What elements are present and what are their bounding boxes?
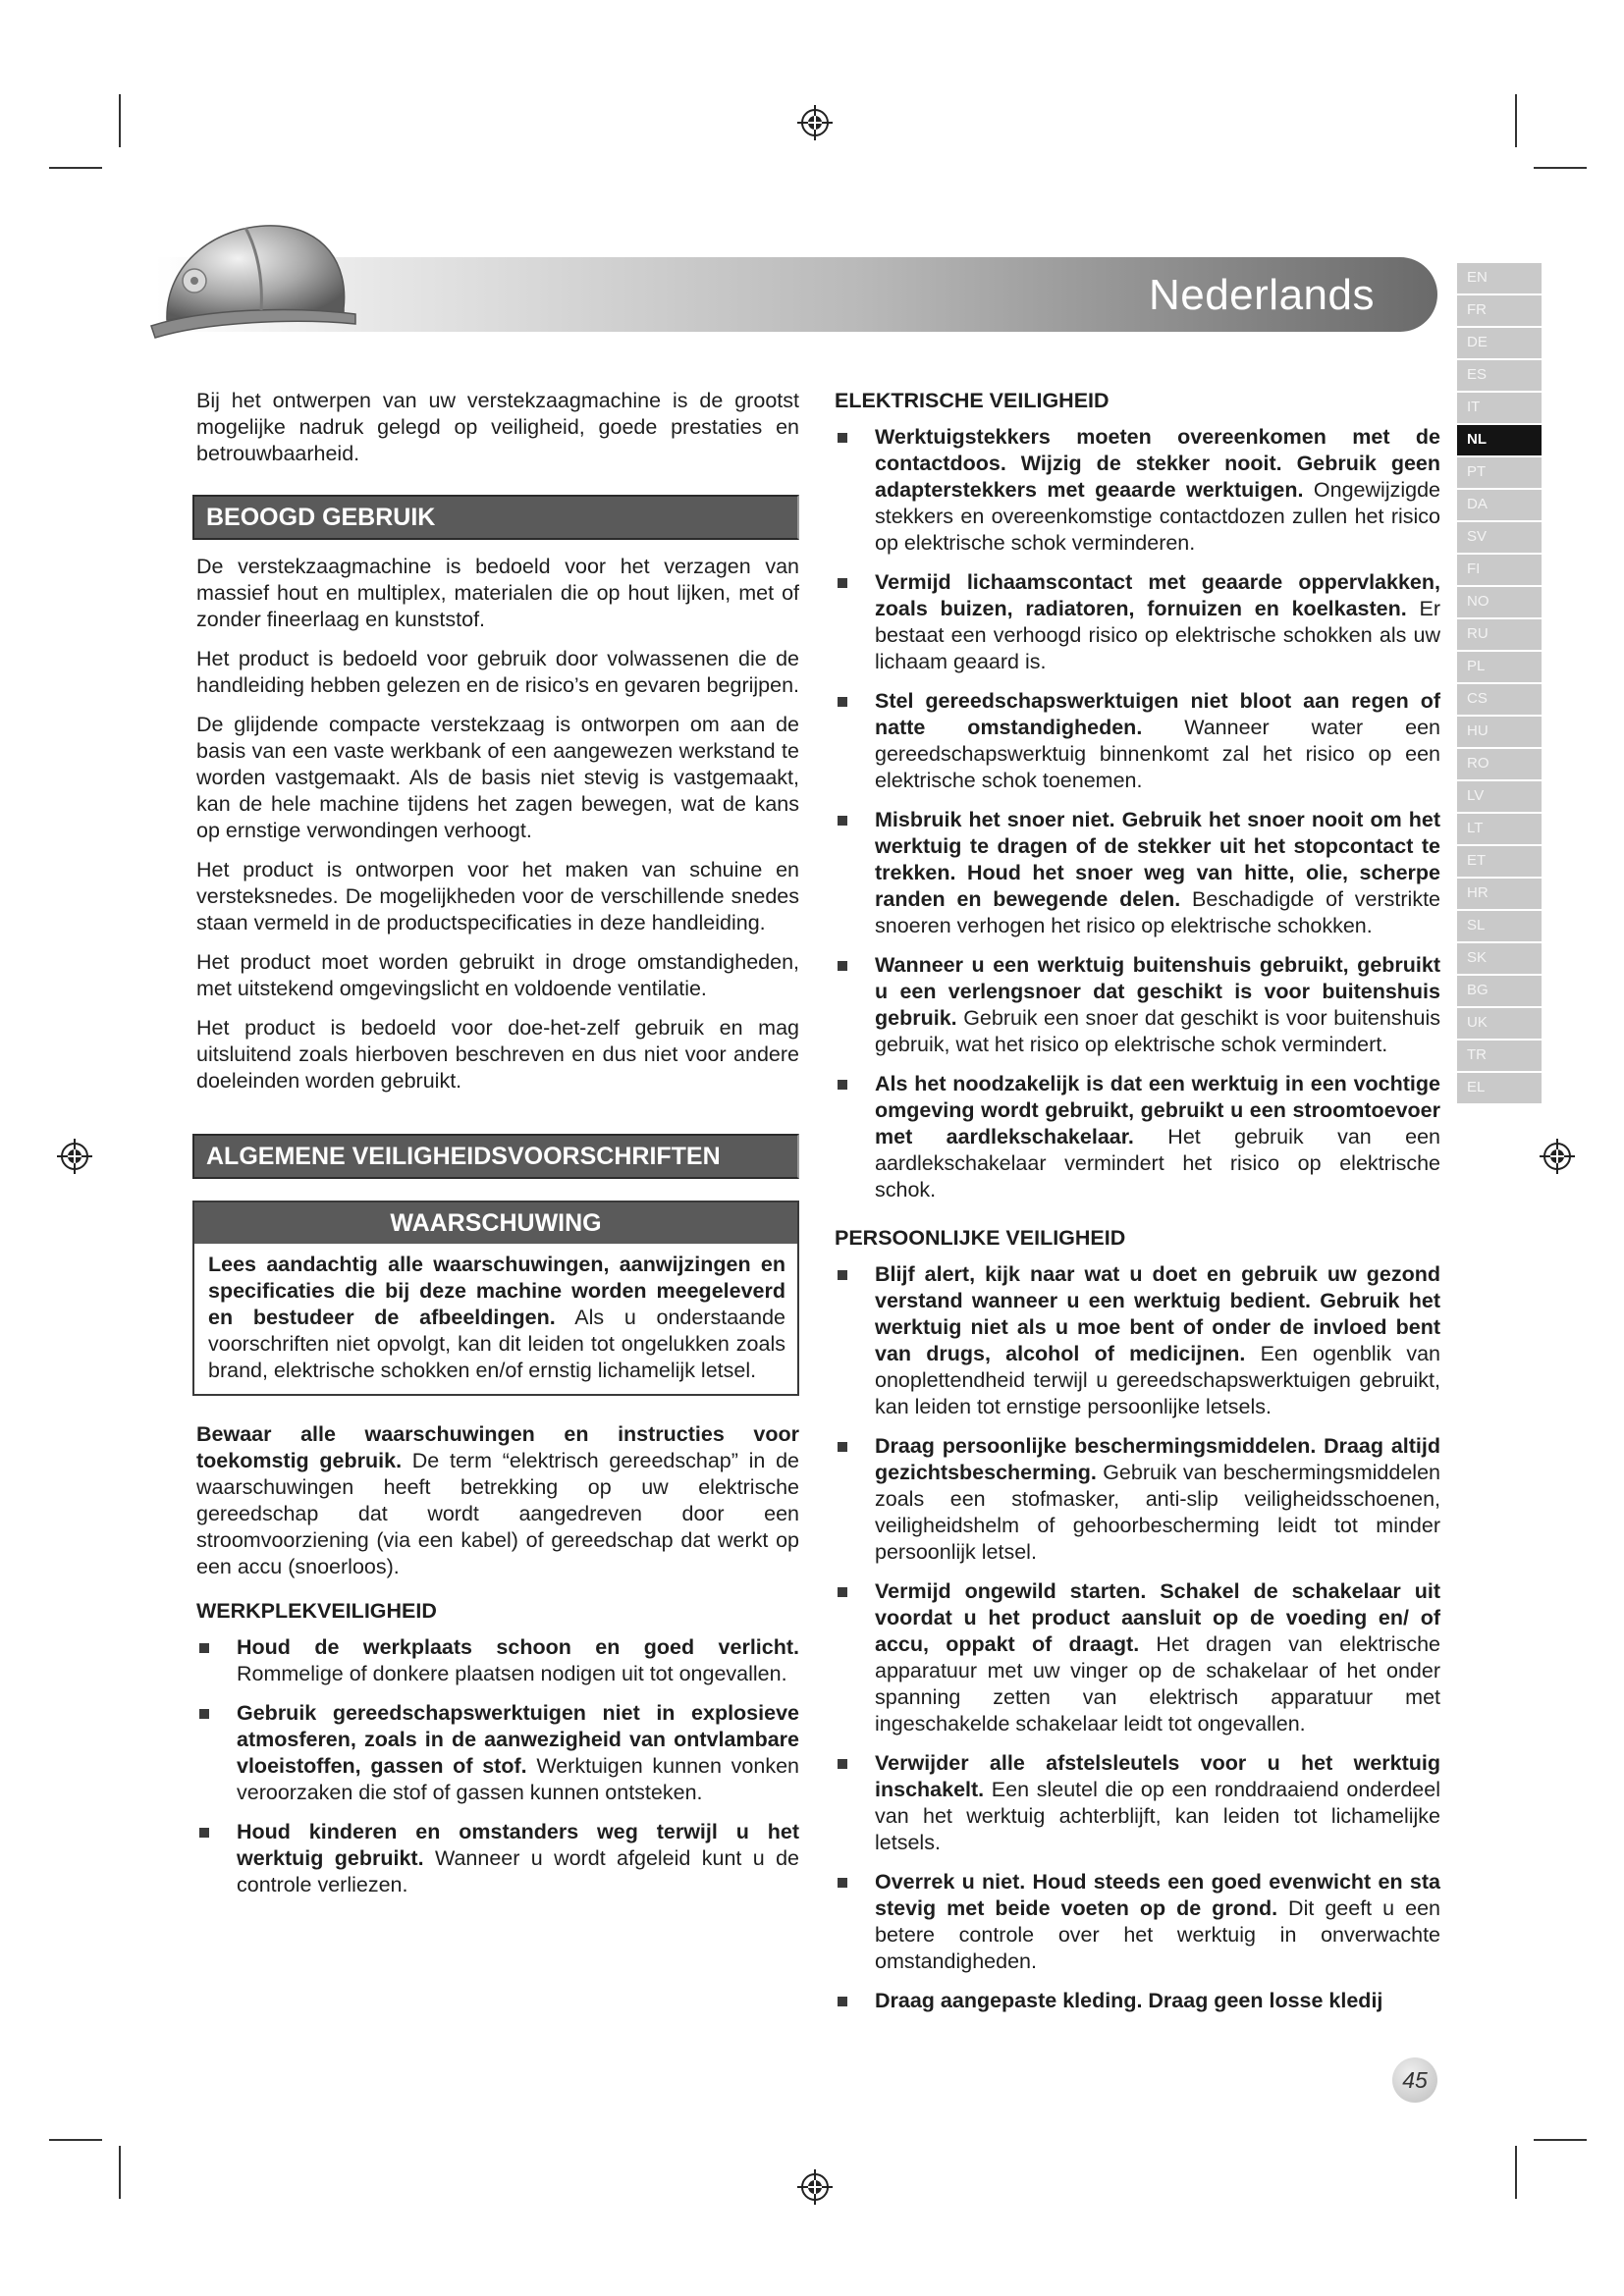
language-tab-pl[interactable]: PL [1457, 652, 1542, 682]
electrical-list [835, 424, 1440, 1203]
list-item [835, 1869, 1440, 1975]
language-tab-ro[interactable]: RO [1457, 749, 1542, 779]
list-item [835, 688, 1440, 794]
keep-text: De term “elektrisch gereedschap” in de waarschuwingen heeft betrekking op uw elektrische gereedschap dat wordt aangedreven door een stroomvoorziening (via een kabel) of gereedschap dat werkt op een accu (snoerloos). [196, 1449, 799, 1578]
paragraph: De glijdende compacte verstekzaag is ontworpen om aan de basis van een vaste werkbank of een aangewezen werkstand te worden vastgemaakt. Als de basis niet stevig is vastgemaakt, kan de hele machine tijdens het zagen bewegen, wat de kans op ernstige verwondingen verhoogt. [196, 713, 799, 842]
crop-mark-bottom-left [119, 2146, 121, 2199]
language-tab-it[interactable]: IT [1457, 393, 1542, 423]
language-tab-tr[interactable]: TR [1457, 1041, 1542, 1071]
language-tab-nl[interactable]: NL [1457, 425, 1542, 455]
registration-mark-icon [55, 1137, 94, 1176]
registration-mark-icon [795, 103, 835, 142]
list-item [196, 1634, 799, 1687]
warning-text: Als u onderstaande voorschriften niet opvolgt, kan dit leiden tot ongelukken zoals brand, elektrische schokken en/of ernstig lichamelijk letsel. [208, 1306, 785, 1382]
language-tab-fi[interactable]: FI [1457, 555, 1542, 585]
list-item-text: Werktuigen kunnen vonken veroorzaken die stof of gassen kunnen ontsteken. [237, 1754, 799, 1804]
list-item [835, 1071, 1440, 1203]
page-title: Nederlands [1148, 271, 1375, 319]
language-tab-fr[interactable]: FR [1457, 295, 1542, 326]
list-item-text: Rommelige of donkere plaatsen nodigen uit tot ongevallen. [237, 1662, 787, 1685]
list-item-bold: Verwijder alle afstelsleutels voor u het werktuig inschakelt. [875, 1751, 1440, 1801]
general-safety-heading: ALGEMENE VEILIGHEIDSVOORSCHRIFTEN [192, 1134, 799, 1179]
list-item-bold: Overrek u niet. Houd steeds een goed evenwicht en sta stevig met beide voeten op de grond. [875, 1870, 1440, 1920]
intro-paragraph: Bij het ontwerpen van uw verstekzaagmachine is de grootst mogelijke nadruk gelegd op veiligheid, goede prestaties en betrouwbaarheid. [196, 389, 799, 465]
keep-instructions-paragraph [196, 1421, 799, 1580]
list-item [835, 1433, 1440, 1566]
warning-bold-text: Lees aandachtig alle waarschuwingen, aanwijzingen en specificaties die bij deze machine worden meegeleverd en bestudeer de afbeeldingen. [208, 1253, 785, 1329]
list-item-bold: Werktuigstekkers moeten overeenkomen met de contactdoos. Wijzig de stekker nooit. Gebruik geen adapterstekkers met geaarde werktuigen. [875, 425, 1440, 502]
page-number: 45 [1392, 2057, 1437, 2103]
language-tab-sv[interactable]: SV [1457, 522, 1542, 553]
electrical-heading: ELEKTRISCHE VEILIGHEID [835, 389, 1110, 412]
language-tab-lv[interactable]: LV [1457, 781, 1542, 812]
warning-body [194, 1244, 797, 1394]
list-item-text: Het gebruik van een aardlekschakelaar vermindert het risico op elektrische schok. [875, 1125, 1440, 1201]
language-tab-hr[interactable]: HR [1457, 879, 1542, 909]
list-item-text: Wanneer u wordt afgeleid kunt u de controle verliezen. [237, 1846, 800, 1896]
language-tab-sk[interactable]: SK [1457, 943, 1542, 974]
language-tab-ru[interactable]: RU [1457, 619, 1542, 650]
language-tab-pt[interactable]: PT [1457, 457, 1542, 488]
language-tabs [1457, 263, 1542, 1105]
list-item-bold: Houd de werkplaats schoon en goed verlicht. [237, 1635, 799, 1659]
language-tab-uk[interactable]: UK [1457, 1008, 1542, 1039]
list-item-bold: Vermijd lichaamscontact met geaarde oppervlakken, zoals buizen, radiatoren, fornuizen en koelkasten. [875, 570, 1440, 620]
list-item-bold: Als het noodzakelijk is dat een werktuig in een vochtige omgeving wordt gebruikt, gebruikt u een stroomtoevoer met aardlekschakelaar. [875, 1072, 1440, 1148]
crop-mark-top-right [1515, 94, 1517, 147]
registration-mark-icon [1538, 1137, 1577, 1176]
list-item [835, 952, 1440, 1058]
crop-mark-bottom-left-h [49, 2139, 102, 2141]
list-item-bold: Vermijd ongewild starten. Schakel de schakelaar uit voordat u het product aansluit op de voeding en/ of accu, oppakt of draagt. [875, 1579, 1440, 1656]
crop-mark-top-right-h [1534, 167, 1587, 169]
warning-title: WAARSCHUWING [194, 1202, 797, 1244]
list-item-text: Wanneer water een gereedschapswerktuig binnenkomt zal het risico op een elektrische schok toenemen. [875, 716, 1440, 792]
crop-mark-bottom-right [1515, 2146, 1517, 2199]
paragraph: De verstekzaagmachine is bedoeld voor het verzagen van massief hout en multiplex, materialen die op hout lijken, met of zonder fineerlaag en kunststof. [196, 555, 799, 631]
list-item [196, 1819, 799, 1898]
crop-mark-bottom-right-h [1534, 2139, 1587, 2141]
list-item [835, 1750, 1440, 1856]
list-item-bold: Blijf alert, kijk naar wat u doet en gebruik uw gezond verstand wanneer u een werktuig bedient. Gebruik het werktuig niet als u moe bent of onder de invloed bent van drugs, alcohol of medicijnen. [875, 1262, 1440, 1365]
language-tab-es[interactable]: ES [1457, 360, 1542, 391]
crop-mark-top-left-h [49, 167, 102, 169]
list-item [196, 1700, 799, 1806]
left-column [196, 388, 799, 1911]
list-item-text: Een sleutel die op een ronddraaiend onderdeel van het werktuig achterblijft, kan leiden tot lichamelijke letsels. [875, 1778, 1440, 1854]
list-item-bold: Wanneer u een werktuig buitenshuis gebruikt, gebruikt u een verlengsnoer dat geschikt is voor buitenshuis gebruik. [875, 953, 1440, 1030]
list-item-text: Het dragen van elektrische apparatuur met uw vinger op de schakelaar of het onder spanning zetten van elektrisch apparatuur met ingeschakelde schakelaar leidt tot ongevallen. [875, 1632, 1440, 1735]
crop-mark-top-left [119, 94, 121, 147]
intended-use-heading: BEOOGD GEBRUIK [192, 495, 799, 540]
list-item-text: Ongewijzigde stekkers en overeenkomstige contactdozen zullen het risico op elektrische schok verminderen. [875, 478, 1440, 555]
list-item [835, 1988, 1440, 2014]
list-item-bold: Misbruik het snoer niet. Gebruik het snoer nooit om het werktuig te dragen of de stekker uit het stopcontact te trekken. Houd het snoer weg van hitte, olie, scherpe randen en bewegende delen. [875, 808, 1440, 911]
language-tab-lt[interactable]: LT [1457, 814, 1542, 844]
language-tab-da[interactable]: DA [1457, 490, 1542, 520]
registration-mark-icon [795, 2167, 835, 2207]
personal-heading: PERSOONLIJKE VEILIGHEID [835, 1226, 1126, 1250]
language-tab-bg[interactable]: BG [1457, 976, 1542, 1006]
list-item-bold: Gebruik gereedschapswerktuigen niet in explosieve atmosferen, zoals in de aanwezigheid van ontvlambare vloeistoffen, gassen of stof. [237, 1701, 799, 1778]
warning-box [192, 1201, 799, 1396]
language-tab-cs[interactable]: CS [1457, 684, 1542, 715]
safety-helmet-icon [147, 210, 358, 347]
list-item-bold: Draag persoonlijke beschermingsmiddelen. Draag altijd gezichtsbescherming. [875, 1434, 1440, 1484]
language-tab-et[interactable]: ET [1457, 846, 1542, 877]
list-item-text: Een ogenblik van onoplettendheid terwijl u gereedschapswerktuigen gebruikt, kan leiden tot ernstige persoonlijke letsels. [875, 1342, 1440, 1418]
list-item [835, 807, 1440, 939]
keep-bold-text: Bewaar alle waarschuwingen en instructies voor toekomstig gebruik. [196, 1422, 799, 1472]
list-item-bold: Houd kinderen en omstanders weg terwijl u het werktuig gebruikt. [237, 1820, 799, 1870]
right-column [835, 388, 1440, 2027]
paragraph: Het product is bedoeld voor doe-het-zelf gebruik en mag uitsluitend zoals hierboven beschreven en dus niet voor andere doeleinden worden gebruikt. [196, 1016, 799, 1093]
language-tab-sl[interactable]: SL [1457, 911, 1542, 941]
list-item-text: Er bestaat een verhoogd risico op elektrische schokken als uw lichaam geaard is. [875, 597, 1441, 673]
list-item [835, 1578, 1440, 1737]
paragraph: Het product is ontworpen voor het maken van schuine en versteksnedes. De mogelijkheden voor de verschillende snedes staan vermeld in de productspecificaties in deze handleiding. [196, 858, 799, 934]
language-tab-de[interactable]: DE [1457, 328, 1542, 358]
list-item [835, 569, 1440, 675]
workplace-heading: WERKPLEKVEILIGHEID [196, 1599, 437, 1623]
workplace-list [196, 1634, 799, 1898]
list-item-bold: Stel gereedschapswerktuigen niet bloot aan regen of natte omstandigheden. [875, 689, 1440, 739]
list-item-text: Gebruik een snoer dat geschikt is voor buitenshuis gebruik, wat het risico op elektrische schok vermindert. [875, 1006, 1440, 1056]
language-tab-el[interactable]: EL [1457, 1073, 1542, 1103]
paragraph: Het product moet worden gebruikt in droge omstandigheden, met uitstekend omgevingslicht en voldoende ventilatie. [196, 950, 799, 1000]
paragraph: Het product is bedoeld voor gebruik door volwassenen die de handleiding hebben gelezen en de risico’s en gevaren begrijpen. [196, 647, 800, 697]
list-item-text: Dit geeft u een betere controle over het werktuig in onverwachte omstandigheden. [875, 1896, 1440, 1973]
language-tab-no[interactable]: NO [1457, 587, 1542, 617]
list-item-bold: Draag aangepaste kleding. Draag geen losse kledij [875, 1989, 1383, 2012]
language-tab-hu[interactable]: HU [1457, 717, 1542, 747]
list-item [835, 424, 1440, 557]
list-item-text: Gebruik van beschermingsmiddelen zoals een stofmasker, anti-slip veiligheidsschoenen, veiligheidshelm of gehoorbescherming leidt tot minder persoonlijk letsel. [875, 1461, 1440, 1564]
list-item [835, 1261, 1440, 1420]
language-tab-en[interactable]: EN [1457, 263, 1542, 294]
personal-list [835, 1261, 1440, 2014]
list-item-text: Beschadigde of verstrikte snoeren verhogen het risico op elektrische schokken. [875, 887, 1440, 937]
